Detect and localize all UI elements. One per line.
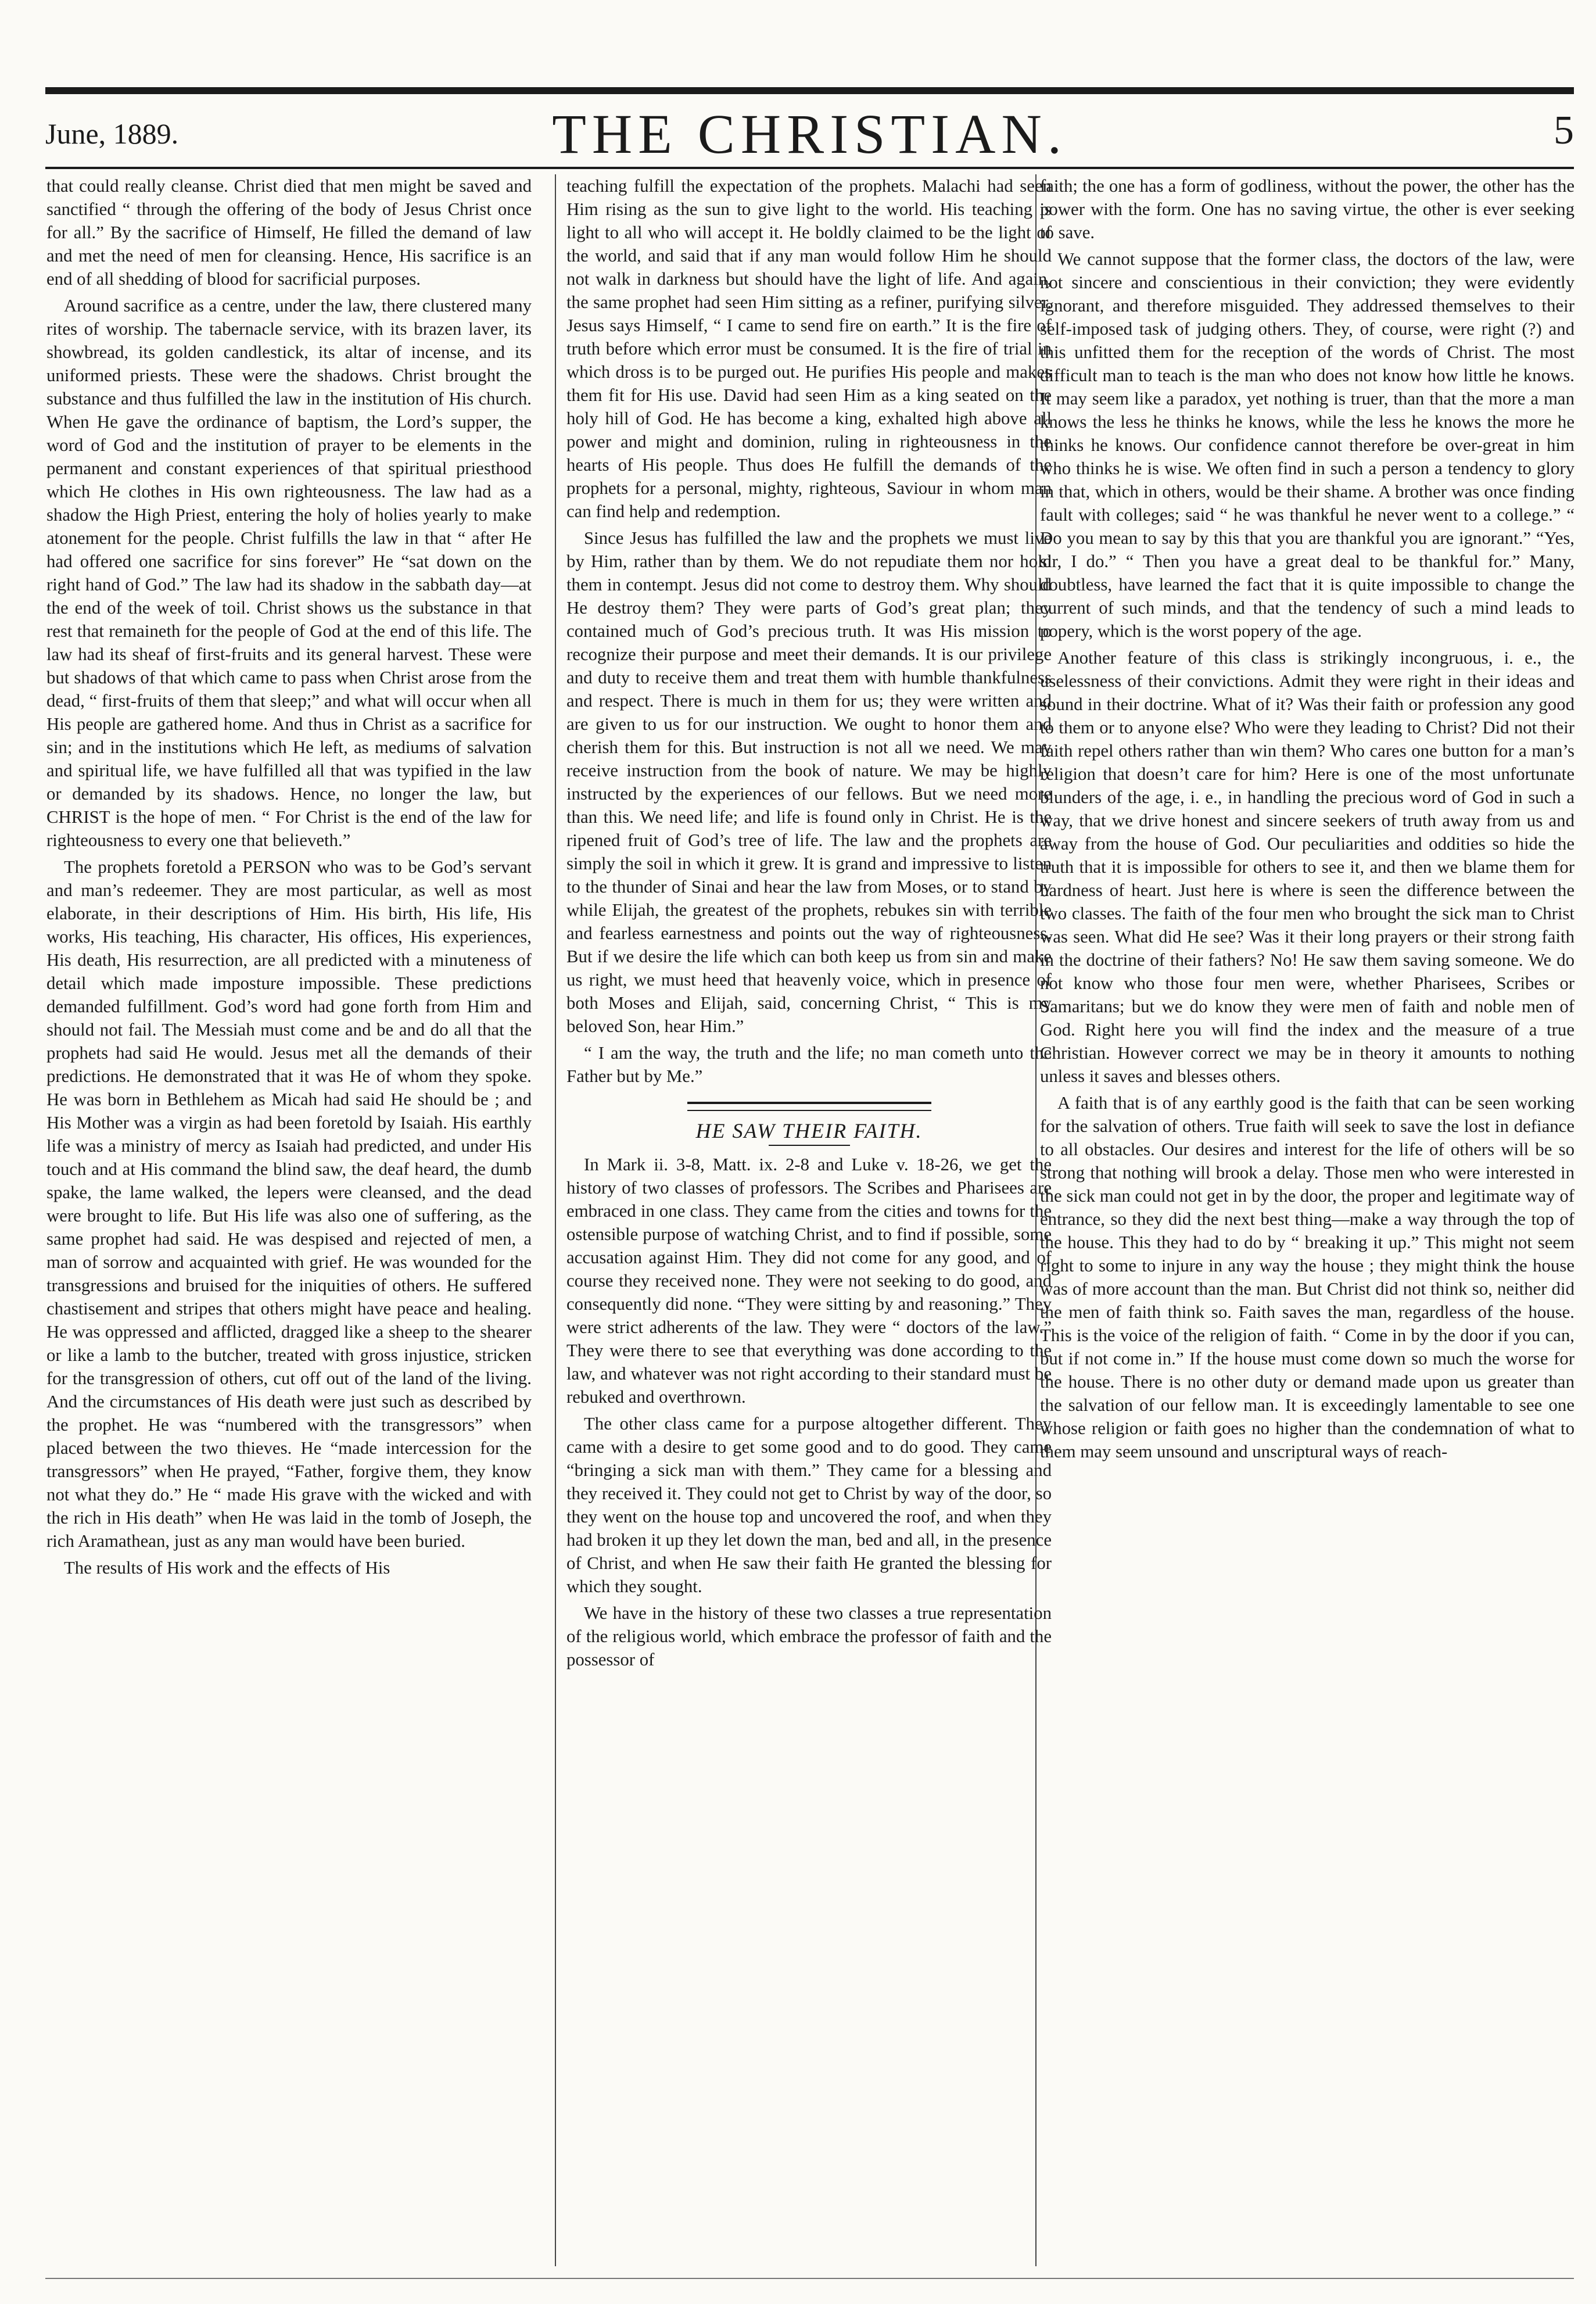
paragraph: In Mark ii. 3-8, Matt. ix. 2-8 and Luke v. 18-26, we get the history of two classes of professors. The Scribes and Pharisees are embraced in one class. They came from the cities and towns for the ostensible purpose of watching Christ, and to find if possible, some accusation against Him. They did not come for any good, and of course they received none. They were not seeking to do good, and consequently did none. “They were sitting by and reasoning.” They were strict adherents of the law. They were “ doctors of the law.” They were there to see that everything was done according to the law, and whatever was not right according to their standard must be rebuked and overthrown. [566, 1155, 1052, 1407]
section-rule [687, 1102, 931, 1111]
issue-date: June, 1889. [45, 117, 179, 150]
paragraph: A faith that is of any earthly good is the faith that can be seen working for the salvation of others. True faith will seek to save the lost in defiance to all obstacles. Our desires and interest for the life of others will be so strong that nothing will brook a delay. Those men who were interested in the sick man could not get in by the door, the proper and legitimate way of entrance, so they did the next best thing—make a way through the top of the house. This they had to do by “ breaking it up.” This might not seem right to some to injure in any way the house ; they might think the house was of more account than the man. But Christ did not think so, neither did the men of faith think so. Faith saves the man, regardless of the house. This is the voice of the religion of faith. “ Come in by the door if you can, but if not come in.” If the house must come down so much the worse for the house. There is no other duty or demand made upon us greater than the salvation of our fellow man. It is exceedingly lamentable to see one whose religion or faith goes no higher than the condemnation of what to them may seem unsound and unscriptural ways of reach- [1040, 1093, 1575, 1461]
paragraph: The results of His work and the effects of His [64, 1558, 390, 1578]
paragraph: Since Jesus has fulfilled the law and the prophets we must live by Him, rather than by them. We do not repudiate them nor hold them in contempt. Jesus did not come to destroy them. Why should He destroy them? They were parts of God’s great plan; they contained much of God’s precious truth. It was His mission to recognize their purpose and meet their demands. It is our privilege and duty to receive them and treat them with humble thankfulness and respect. There is much in them for us; they were written and are given to us for our instruction. We ought to honor them and cherish them for this. But instruction is not all we need. We may receive instruction from the book of nature. We may be highly instructed by the experiences of our fellows. But we need more than this. We need life; and life is found only in Christ. He is the ripened fruit of God’s tree of life. The law and the prophets are simply the soil in which it grew. It is grand and impressive to listen to the thunder of Sinai and hear the law from Moses, or to stand by while Elijah, the greatest of the prophets, rebukes sin with terrible and fearless earnestness and points out the way of righteousness. But if we desire the life which can both keep us from sin and make us right, we must heed that heavenly voice, which in presence of both Moses and Elijah, said, concerning Christ, “ This is my beloved Son, hear Him.” [566, 528, 1052, 1036]
column-2 [566, 174, 1052, 2260]
paragraph: Around sacrifice as a centre, under the law, there clustered many rites of worship. The tabernacle service, with its brazen laver, its showbread, its golden candlestick, its altar of incense, and its uniformed priests. These were the shadows. Christ brought the substance and thus fulfilled the law in the institution of His church. When He gave the ordinance of baptism, the Lord’s supper, the word of God and the institution of prayer to be elements in the permanent and constant experiences of that spiritual priesthood which He clothes in His own righteousness. The law had as a shadow the High Priest, entering the holy of holies yearly to make atonement for the people. Christ fulfills the law in that “ after He had offered one sacrifice for sins forever” He “sat down on the right hand of God.” The law had its shadow in the sabbath day—at the end of the week of toil. Christ shows us the substance in that rest that remaineth for the people of God at the end of this life. The law had its sheaf of first-fruits and its general harvest. These were but shadows of that which came to pass when Christ arose from the dead, “ first-fruits of them that sleep;” and what will occur when all His people are gathered home. And thus in Christ as a sacrifice for sin; and in the institutions which He left, as mediums of salvation and spiritual life, we have fulfilled all that was typified in the law or demanded by its shadows. Hence, no longer the law, but CHRIST is the hope of men. “ For Christ is the end of the law for righteousness to every one that believeth.” [46, 296, 532, 850]
section-title-underline [769, 1145, 850, 1146]
paragraph: faith; the one has a form of godliness, without the power, the other has the power with the form. One has no saving virtue, the other is ever seeking to save. [1040, 176, 1575, 242]
paragraph: We have in the history of these two classes a true representation of the religious world, which embrace the professor of faith and the possessor of [566, 1603, 1052, 1669]
section-title: HE SAW THEIR FAITH. [695, 1119, 923, 1142]
paragraph: “ I am the way, the truth and the life; no man cometh unto the Father but by Me.” [566, 1043, 1052, 1086]
masthead-bottom-rule [45, 167, 1574, 169]
paragraph: teaching fulfill the expectation of the prophets. Malachi had seen Him rising as the sun to give light to the world. His teaching is light to all who will accept it. He boldly claimed to be the light of the world, and said that if any man would follow Him he should not walk in darkness but should have the light of life. And again, the same prophet had seen Him sitting as a refiner, purifying silver. Jesus says Himself, “ I came to send fire on earth.” It is the fire of truth before which error must be consumed. It is the fire of trial in which dross is to be purged out. He purifies His people and makes them fit for His use. David had seen Him as a king seated on the holy hill of God. He has become a king, exhalted high above all power and might and dominion, ruling in righteousness in the hearts of His people. Thus does He fulfill the demands of the prophets for a personal, mighty, righteous, Saviour in whom man can find help and redemption. [566, 176, 1052, 521]
masthead [45, 102, 1574, 166]
paragraph: Another feature of this class is strikingly incongruous, i. e., the uselessness of their convictions. Admit they were right in their ideas and sound in their doctrine. What of it? Was their faith or profession any good to them or to anyone else? Who were they leading to Christ? Did not their faith repel others rather than win them? Who cares one button for a man’s religion that doesn’t care for him? Here is one of the most unfortunate blunders of the age, i. e., in handling the precious word of God in such a way, that we drive honest and sincere seekers of truth away from us and away from the house of God. Our peculiarities and oddities so hide the truth that it is impossible for others to see it, and then we blame them for hardness of heart. Just here is where is seen the difference between the two classes. The faith of the four men who brought the sick man to Christ was seen. What did He see? Was it their long prayers or their strong faith in the doctrine of their fathers? No! He saw them saving someone. We do not know who those four men were, whether Pharisees, Scribes or Samaritans; but we do know they were men of faith and noble men of God. Right here you will find the index and the measure of a true Christian. However correct we may be in theory it amounts to nothing unless it saves and blesses others. [1040, 648, 1575, 1086]
column-1 [46, 174, 532, 2260]
paragraph: The prophets foretold a PERSON who was to be God’s servant and man’s redeemer. They are most particular, as well as most elaborate, in their descriptions of Him. His birth, His life, His works, His teaching, His character, His offices, His experiences, His death, His resurrection, are all predicted with a minuteness of detail which made imposture impossible. These predictions demanded fulfillment. God’s word had gone forth from Him and should not fail. The Messiah must come and be and do all that the prophets had said He would. Jesus met all the demands of their predictions. He demonstrated that it was He of whom they spoke. He was born in Bethlehem as Micah had said He should be ; and His Mother was a virgin as had been foretold by Isaiah. His earthly life was a ministry of mercy as Isaiah had predicted, and under His touch and at His command the blind saw, the deaf heard, the dumb spake, the lame walked, the lepers were cleansed, and the dead were brought to life. But His life was also one of suffering, as the same prophet had said. He was despised and rejected of men, a man of sorrow and acquainted with grief. He was wounded for the transgressions and bruised for the iniquities of others. He suffered chastisement and stripes that others might have peace and healing. He was oppressed and afflicted, dragged like a sheep to the shearer or like a lamb to the butcher, treated with gross injustice, stricken for the transgression of others, cut off out of the land of the living. And the circumstances of His death were just such as described by the prophet. He was “numbered with the transgressors” when placed between the two thieves. He “made intercession for the transgressors” when He prayed, “Father, forgive them, they know not what they do.” He “ made His grave with the wicked and with the rich in His death” when He was laid in the tomb of Joseph, the rich Aramathean, just as any man would have been buried. [46, 857, 532, 1551]
page-number: 5 [1554, 108, 1574, 153]
masthead-top-rule [45, 87, 1574, 94]
newspaper-title: THE CHRISTIAN. [552, 103, 1067, 165]
paragraph: We cannot suppose that the former class, the doctors of the law, were not sincere and conscientious in their conviction; they were evidently ignorant, and therefore misguided. They addressed themselves to their self-imposed task of judging others. They, of course, were right (?) and this unfitted them for the reception of the words of Christ. The most difficult man to teach is the man who does not know how little he knows. It may seem like a paradox, yet nothing is truer, than that the more a man knows the less he thinks he knows, while the less he knows the more he thinks he knows. Our confidence cannot therefore be over-great in him who thinks he is wise. We often find in such a person a tendency to glory in that, which in others, would be their shame. A brother was once finding fault with colleges; said “ he was thankful he never went to a college.” “ Do you mean to say by this that you are thankful you are ignorant.” “Yes, sir, I do.” “ Then you have a great deal to be thankful for.” Many, doubtless, have learned the fact that it is quite impossible to change the current of such minds, and that the tendency of such a mind leads to popery, which is the worst popery of the age. [1040, 249, 1575, 641]
column-divider-1 [555, 174, 556, 2266]
paragraph: The other class came for a purpose altogether different. They came with a desire to get some good and to do good. They came “bringing a sick man with them.” They came for a blessing and they received it. They could not get to Christ by way of the door, so they went on the house top and uncovered the roof, and when they had broken it up they let down the man, bed and all, in the presence of Christ, and when He saw their faith He granted the blessing for which they sought. [566, 1414, 1052, 1596]
column-3 [1040, 174, 1575, 2260]
paragraph: that could really cleanse. Christ died that men might be saved and sanctified “ through the offering of the body of Jesus Christ once for all.” By the sacrifice of Himself, He filled the demand of law and met the need of men for cleansing. Hence, His sacrifice is an end of all shedding of blood for sacrificial purposes. [46, 176, 532, 289]
page-bottom-rule [45, 2278, 1574, 2279]
